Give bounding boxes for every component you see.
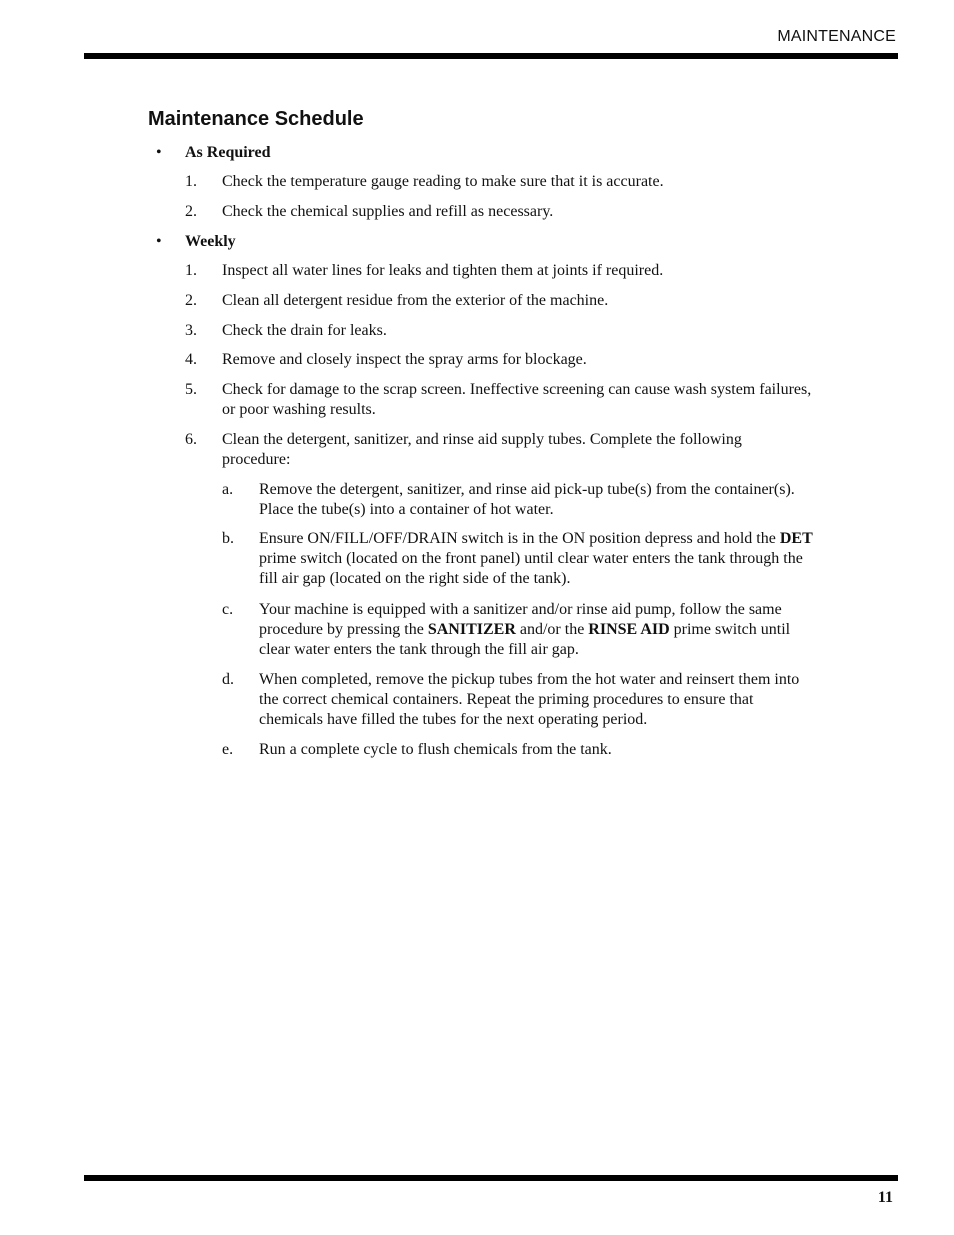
item-number: 2. xyxy=(185,203,197,220)
step-letter: d. xyxy=(222,671,234,688)
item-number: 2. xyxy=(185,292,197,309)
item-text: Remove and closely inspect the spray arms for blockage. xyxy=(222,351,587,368)
item-text: Check the drain for leaks. xyxy=(222,322,387,339)
step-letter: b. xyxy=(222,530,234,547)
det-switch-name: DET xyxy=(779,530,813,547)
rinse-aid-switch-name: RINSE AID xyxy=(588,621,670,638)
bullet: • xyxy=(156,233,162,250)
step-letter: c. xyxy=(222,601,234,618)
step-text: Ensure ON/FILL/OFF/DRAIN switch is in the ON position depress and hold the DET prime switch (located on the front panel) until clear water enters the tank through the fill air gap (located on the right side of the tank). xyxy=(259,530,813,587)
step-letter: e. xyxy=(222,741,234,758)
section-label: Weekly xyxy=(185,233,236,250)
step-text: Your machine is equipped with a sanitizer and/or rinse aid pump, follow the same procedure by pressing the SANITIZER and/or the RINSE AID prime switch until clear water enters the tank through the fill air gap. xyxy=(259,601,791,658)
step-letter: a. xyxy=(222,481,234,498)
footer-rule xyxy=(84,1175,898,1181)
item-number: 6. xyxy=(185,431,197,448)
item-number: 1. xyxy=(185,262,197,279)
item-number: 3. xyxy=(185,322,197,339)
item-text: Check the chemical supplies and refill as necessary. xyxy=(222,203,554,220)
section-label: As Required xyxy=(185,144,271,161)
item-text: Clean the detergent, sanitizer, and rinse aid supply tubes. Complete the following procedure: xyxy=(222,431,742,468)
item-text: Clean all detergent residue from the exterior of the machine. xyxy=(222,292,609,309)
page-header-label: MAINTENANCE xyxy=(777,28,896,45)
step-text: When completed, remove the pickup tubes from the hot water and reinsert them into the correct chemical containers. Repeat the priming procedures to ensure that chemicals have filled the tubes for the next operating period. xyxy=(259,671,800,728)
item-number: 5. xyxy=(185,381,197,398)
item-number: 4. xyxy=(185,351,197,368)
item-text: Check the temperature gauge reading to make sure that it is accurate. xyxy=(222,173,664,190)
header-rule xyxy=(84,53,898,59)
page-title: Maintenance Schedule xyxy=(148,108,364,130)
item-text: Inspect all water lines for leaks and tighten them at joints if required. xyxy=(222,262,664,279)
item-text: Check for damage to the scrap screen. Ineffective screening can cause wash system failures, or poor washing results. xyxy=(222,381,812,418)
step-text: Run a complete cycle to flush chemicals from the tank. xyxy=(259,741,612,758)
step-text: Remove the detergent, sanitizer, and rinse aid pick-up tube(s) from the container(s). Place the tube(s) into a container of hot water. xyxy=(259,481,795,518)
page-number: 11 xyxy=(877,1189,893,1206)
sanitizer-switch-name: SANITIZER xyxy=(427,621,516,638)
item-number: 1. xyxy=(185,173,197,190)
bullet: • xyxy=(156,144,162,161)
